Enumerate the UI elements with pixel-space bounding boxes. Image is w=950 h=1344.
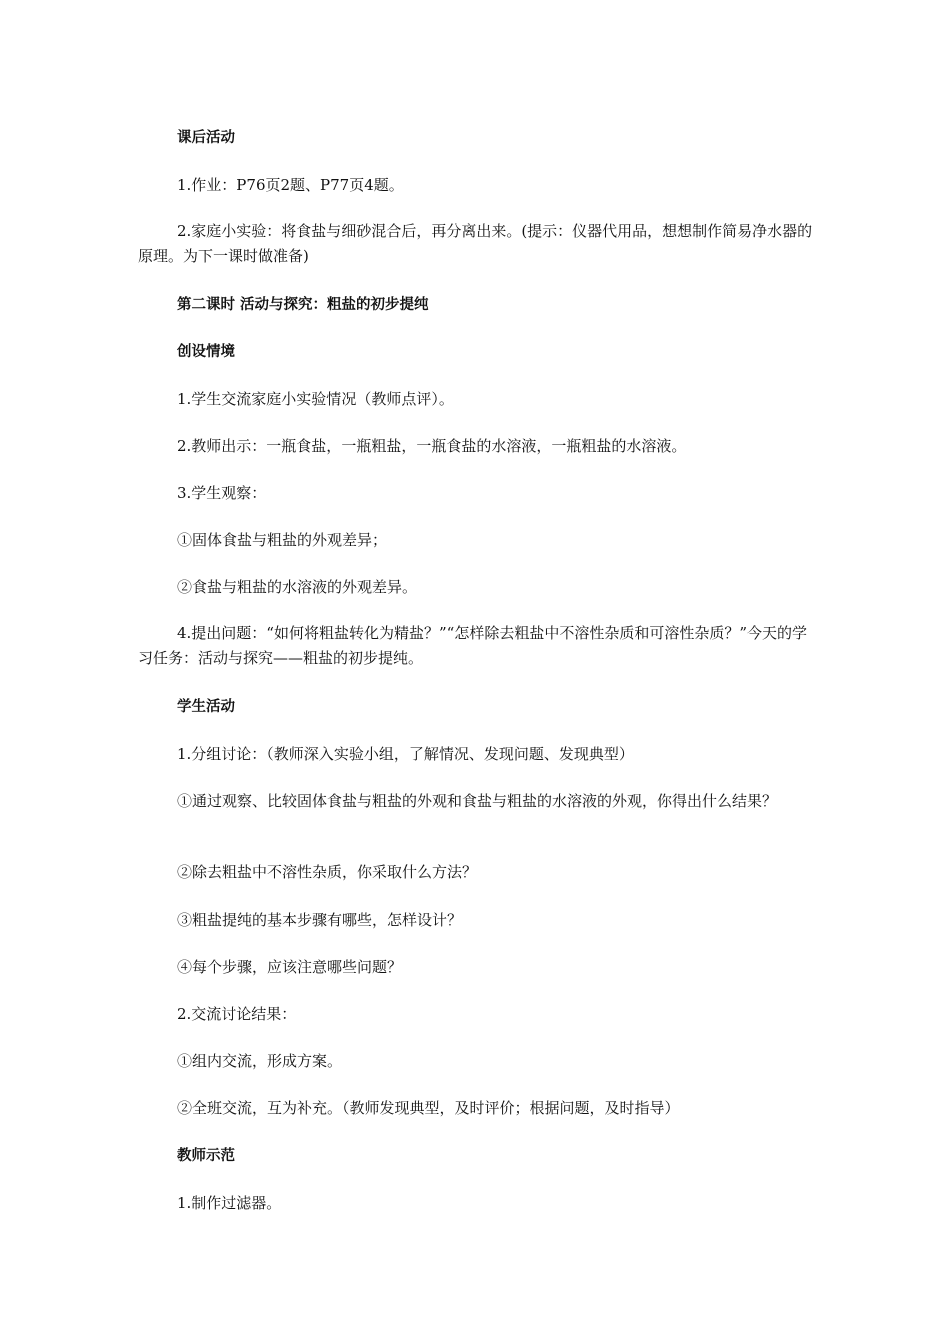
paragraph-exchange-results: 2.交流讨论结果： — [177, 1005, 297, 1023]
heading-second-lesson: 第二课时 活动与探究：粗盐的初步提纯 — [177, 297, 429, 313]
heading-after-class-activity: 课后活动 — [177, 130, 235, 146]
heading-student-activity: 学生活动 — [177, 699, 235, 715]
list-item-notes: ④每个步骤，应该注意哪些问题？ — [177, 958, 403, 976]
paragraph-student-exchange: 1.学生交流家庭小实验情况（教师点评）。 — [177, 390, 454, 408]
paragraph-teacher-shows: 2.教师出示：一瓶食盐，一瓶粗盐，一瓶食盐的水溶液，一瓶粗盐的水溶液。 — [177, 437, 687, 455]
heading-teacher-demo: 教师示范 — [177, 1148, 235, 1164]
list-item-basic-steps: ③粗盐提纯的基本步骤有哪些，怎样设计？ — [177, 911, 463, 929]
list-item-class-exchange: ②全班交流，互为补充。（教师发现典型，及时评价；根据问题，及时指导） — [177, 1099, 680, 1117]
list-item-solid-difference: ①固体食盐与粗盐的外观差异； — [177, 531, 388, 549]
list-item-remove-insoluble: ②除去粗盐中不溶性杂质，你采取什么方法？ — [177, 863, 478, 881]
paragraph-student-observe: 3.学生观察： — [177, 484, 267, 502]
list-item-solution-difference: ②食盐与粗盐的水溶液的外观差异。 — [177, 578, 418, 596]
heading-create-situation: 创设情境 — [177, 344, 235, 360]
paragraph-group-discussion: 1.分组讨论：（教师深入实验小组，了解情况、发现问题、发现典型） — [177, 745, 634, 763]
paragraph-raise-questions: 4.提出问题：“如何将粗盐转化为精盐？”“怎样除去粗盐中不溶性杂质和可溶性杂质？”今天的学习任务：活动与探究——粗盐的初步提纯。 — [138, 624, 807, 667]
list-item-observe-compare: ①通过观察、比较固体食盐与粗盐的外观和食盐与粗盐的水溶液的外观，你得出什么结果？ — [177, 792, 778, 810]
list-item-group-exchange: ①组内交流，形成方案。 — [177, 1052, 343, 1070]
paragraph-make-filter: 1.制作过滤器。 — [177, 1194, 282, 1212]
paragraph-home-experiment: 2.家庭小实验：将食盐与细砂混合后，再分离出来。(提示：仪器代用品，想想制作简易净水器的原理。为下一课时做准备) — [138, 222, 813, 265]
paragraph-homework: 1.作业：P76页2题、P77页4题。 — [177, 176, 404, 194]
